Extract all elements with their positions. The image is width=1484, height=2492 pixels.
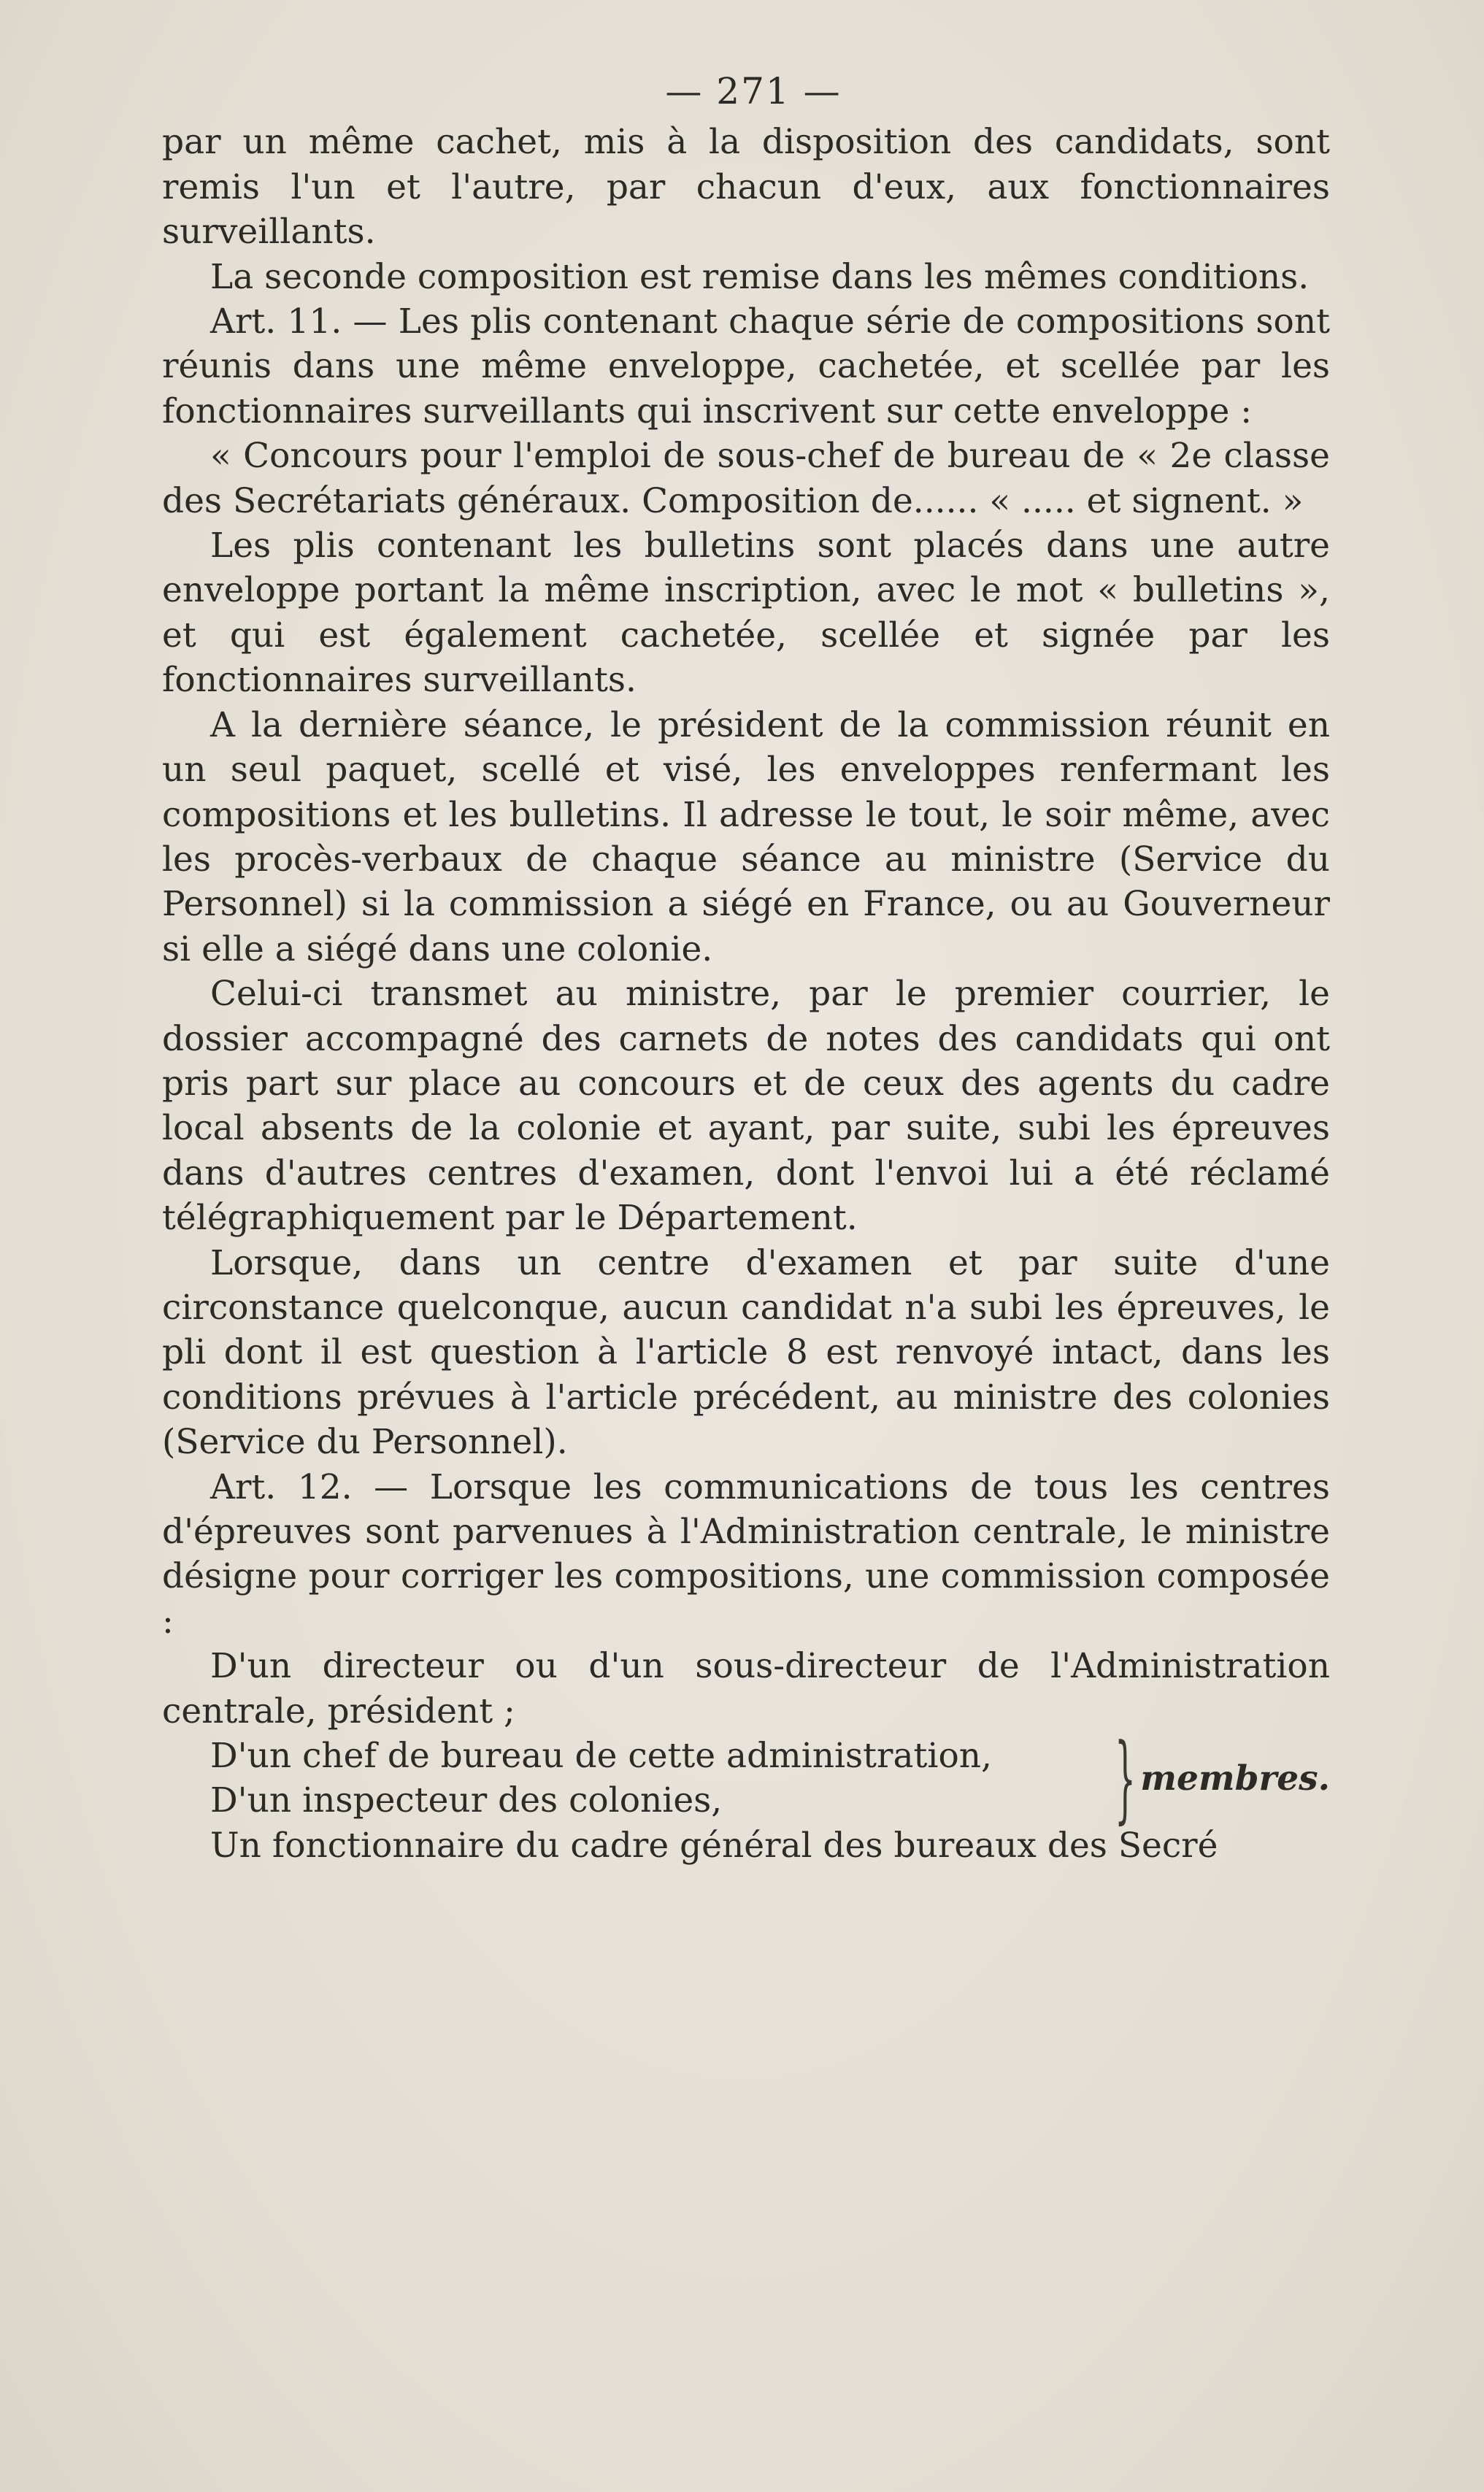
member-bureau-chief: D'un chef de bureau de cette administration,: [210, 1736, 992, 1777]
paragraph-functionary: Un fonctionnaire du cadre général des bureaux des Secré: [210, 1825, 1218, 1866]
paragraph-second-composition: La seconde composition est remise dans les mêmes conditions.: [210, 256, 1310, 297]
members-label: membres.: [1140, 1758, 1330, 1799]
paragraph-article-11: Art. 11. — Les plis contenant chaque série de compositions sont réunis dans une même enveloppe, cachetée, et scellée par les fonctionnaires surveillants qui inscrivent sur cette enveloppe :: [162, 301, 1330, 431]
paragraph-continuation: par un même cachet, mis à la disposition des candidats, sont remis l'un et l'autre, par chacun d'eux, aux fonctionnaires surveillants.: [162, 122, 1330, 253]
paragraph-last-session: A la dernière séance, le président de la commission réunit en un seul paquet, scellé et visé, les enveloppes renfermant les compositions et les bulletins. Il adresse le tout, le soir même, avec les procès-verbaux de chaque séance au ministre (Service du Personnel) si la commission a siégé en France, ou au Gouverneur si elle a siégé dans une colonie.: [162, 704, 1330, 969]
paragraph-transmission: Celui-ci transmet au ministre, par le premier courrier, le dossier accompagné des carnets de notes des candidats qui ont pris part sur place au concours et de ceux des agents du cadre local absents de la colonie et ayant, par suite, subi les épreuves dans d'autres centres d'examen, dont l'envoi lui a été réclamé télégraphiquement par le Département.: [162, 974, 1330, 1239]
paragraph-president: D'un directeur ou d'un sous-directeur de l'Administration centrale, président ;: [162, 1646, 1330, 1731]
members-lines: [162, 1734, 1100, 1823]
paragraph-article-12: Art. 12. — Lorsque les communications de tous les centres d'épreuves sont parvenues à l'Administration centrale, le ministre désigne pour corriger les compositions, une commission composée :: [162, 1466, 1330, 1642]
paragraph-quotation: « Concours pour l'emploi de sous-chef de bureau de « 2e classe des Secrétariats généraux. Composition de...... « ..... et signent. »: [162, 436, 1330, 521]
paragraph-bulletins: Les plis contenant les bulletins sont placés dans une autre enveloppe portant la même inscription, avec le mot « bulletins », et qui est également cachetée, scellée et signée par les fonctionnaires surveillants.: [162, 526, 1330, 701]
member-inspector: D'un inspecteur des colonies,: [210, 1780, 723, 1821]
members-group: [162, 1723, 1330, 1834]
right-brace-icon: }: [1115, 1723, 1137, 1834]
page-text: [162, 69, 1330, 1868]
paragraph-no-candidate: Lorsque, dans un centre d'examen et par suite d'une circonstance quelconque, aucun candidat n'a subi les épreuves, le pli dont il est question à l'article 8 est renvoyé intact, dans les conditions prévues à l'article précédent, au ministre des colonies (Service du Personnel).: [162, 1242, 1330, 1463]
page-number: — 271 —: [665, 70, 842, 112]
